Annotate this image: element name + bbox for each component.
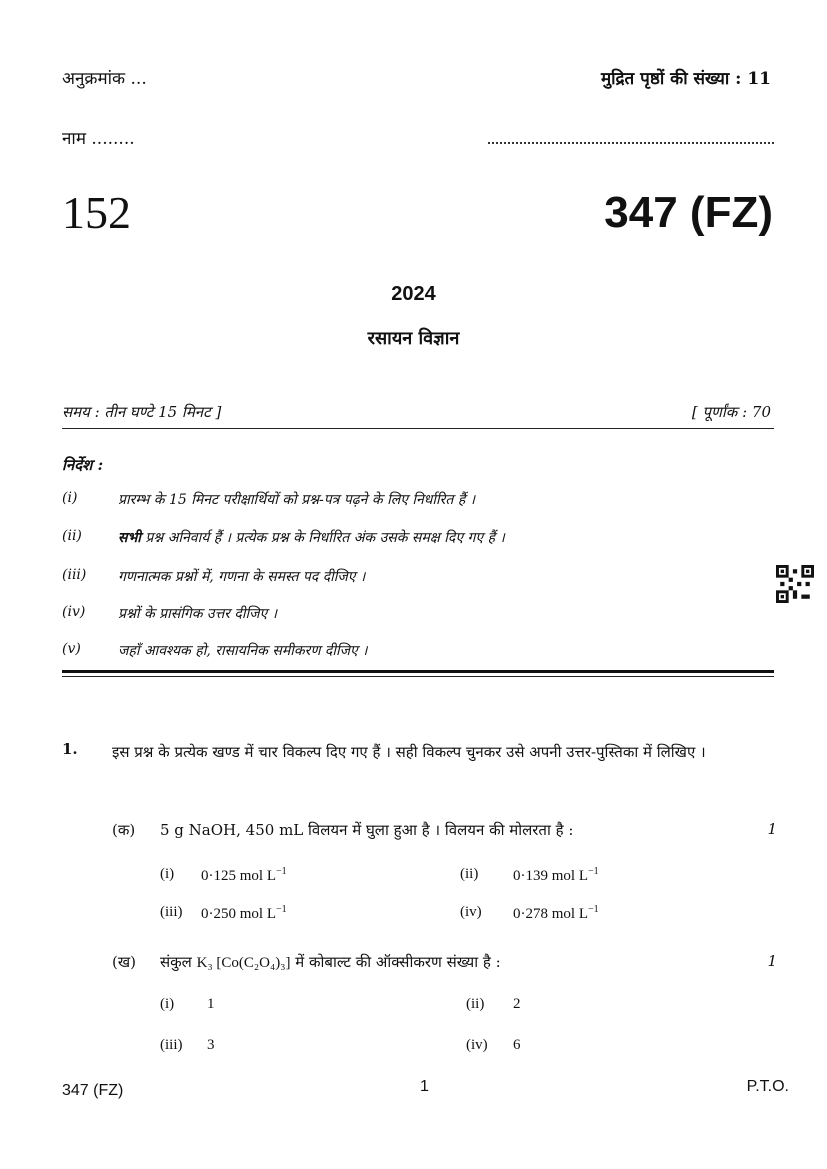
maximum-marks: [ पूर्णांक : 70 — [691, 403, 771, 421]
printed-pages-count: मुद्रित पृष्ठों की संख्या : 11 — [600, 69, 771, 89]
option-amount: 0·278 — [513, 906, 548, 922]
complex-formula: K₃ [Co(C₂O₄)₃] — [196, 955, 291, 971]
option-number: (ii) — [460, 866, 479, 882]
qr-code — [776, 565, 814, 603]
option-value: 1 — [207, 996, 215, 1012]
option-amount: 0·125 — [201, 868, 236, 884]
instruction-text — [118, 528, 505, 547]
section-divider-top — [62, 670, 774, 673]
option-value — [201, 866, 287, 885]
option-unit: mol L — [239, 868, 276, 884]
option-number: (iii) — [160, 904, 183, 920]
option-value: 2 — [513, 996, 521, 1012]
option-amount: 0·139 — [513, 868, 548, 884]
part-label: (क) — [112, 821, 136, 839]
option-number: (iii) — [160, 1037, 183, 1053]
footer-paper-code: 347 (FZ) — [62, 1082, 124, 1099]
please-turn-over: P.T.O. — [746, 1078, 789, 1095]
name-label: नाम ........ — [62, 129, 135, 149]
part-text-pre: संकुल — [160, 953, 192, 971]
option-value: 6 — [513, 1037, 521, 1053]
option-number: (iv) — [466, 1037, 488, 1053]
part-marks: 1 — [767, 952, 777, 970]
option-number: (iv) — [460, 904, 482, 920]
instruction-text-rest: प्रश्न अनिवार्य हैं । प्रत्येक प्रश्न के निर्धारित अंक उसके समक्ष दिए गए हैं । — [140, 530, 505, 546]
name-dotted-line — [488, 128, 774, 144]
option-unit: mol L — [551, 868, 588, 884]
option-number: (i) — [160, 996, 175, 1012]
option-unit-exponent: −1 — [276, 866, 287, 877]
question-number: 1. — [62, 740, 78, 758]
subject-title: रसायन विज्ञान — [367, 328, 460, 349]
part-text: 5 g NaOH, 450 mL विलयन में घुला हुआ है । विलयन की मोलरता है : — [160, 821, 574, 839]
part-text-post: में कोबाल्ट की ऑक्सीकरण संख्या है : — [295, 953, 501, 971]
instruction-number: (v) — [62, 641, 81, 657]
instruction-number: (iii) — [62, 567, 87, 583]
instruction-number: (iv) — [62, 604, 86, 620]
option-unit: mol L — [551, 906, 588, 922]
option-unit-exponent: −1 — [588, 866, 599, 877]
option-value — [201, 904, 287, 923]
option-value — [513, 904, 599, 923]
instruction-emphasis: सभी — [118, 530, 141, 546]
option-number: (i) — [160, 866, 175, 882]
option-amount: 0·250 — [201, 906, 236, 922]
question-text: इस प्रश्न के प्रत्येक खण्ड में चार विकल्प दिए गए हैं । सही विकल्प चुनकर उसे अपनी उत्तर-पुस्तिका में लिखिए । — [112, 743, 706, 761]
header-divider — [62, 428, 774, 429]
option-unit-exponent: −1 — [276, 904, 287, 915]
exam-year: 2024 — [391, 283, 436, 305]
series-code: 152 — [62, 187, 131, 238]
option-unit: mol L — [239, 906, 276, 922]
roll-number-label: अनुक्रमांक ... — [62, 69, 147, 89]
part-marks: 1 — [767, 820, 777, 838]
option-unit-exponent: −1 — [588, 904, 599, 915]
option-value: 3 — [207, 1037, 215, 1053]
instruction-text: प्रारम्भ के 15 मिनट परीक्षार्थियों को प्रश्न-पत्र पढ़ने के लिए निर्धारित हैं । — [118, 492, 476, 508]
instruction-number: (i) — [62, 490, 78, 506]
part-text — [160, 952, 501, 972]
page-number: 1 — [420, 1078, 429, 1095]
instruction-text: गणनात्मक प्रश्नों में, गणना के समस्त पद दीजिए । — [118, 569, 366, 585]
paper-code: 347 (FZ) — [604, 188, 773, 237]
option-number: (ii) — [466, 996, 485, 1012]
time-allowed: समय : तीन घण्टे 15 मिनट ] — [62, 403, 222, 421]
part-label: (ख) — [112, 953, 136, 971]
instruction-text: जहाँ आवश्यक हो, रासायनिक समीकरण दीजिए । — [118, 643, 368, 659]
option-value — [513, 866, 599, 885]
section-divider-bottom — [62, 676, 774, 677]
instruction-number: (ii) — [62, 528, 82, 544]
instructions-heading: निर्देश : — [62, 456, 104, 474]
instruction-text: प्रश्नों के प्रासंगिक उत्तर दीजिए । — [118, 606, 278, 622]
